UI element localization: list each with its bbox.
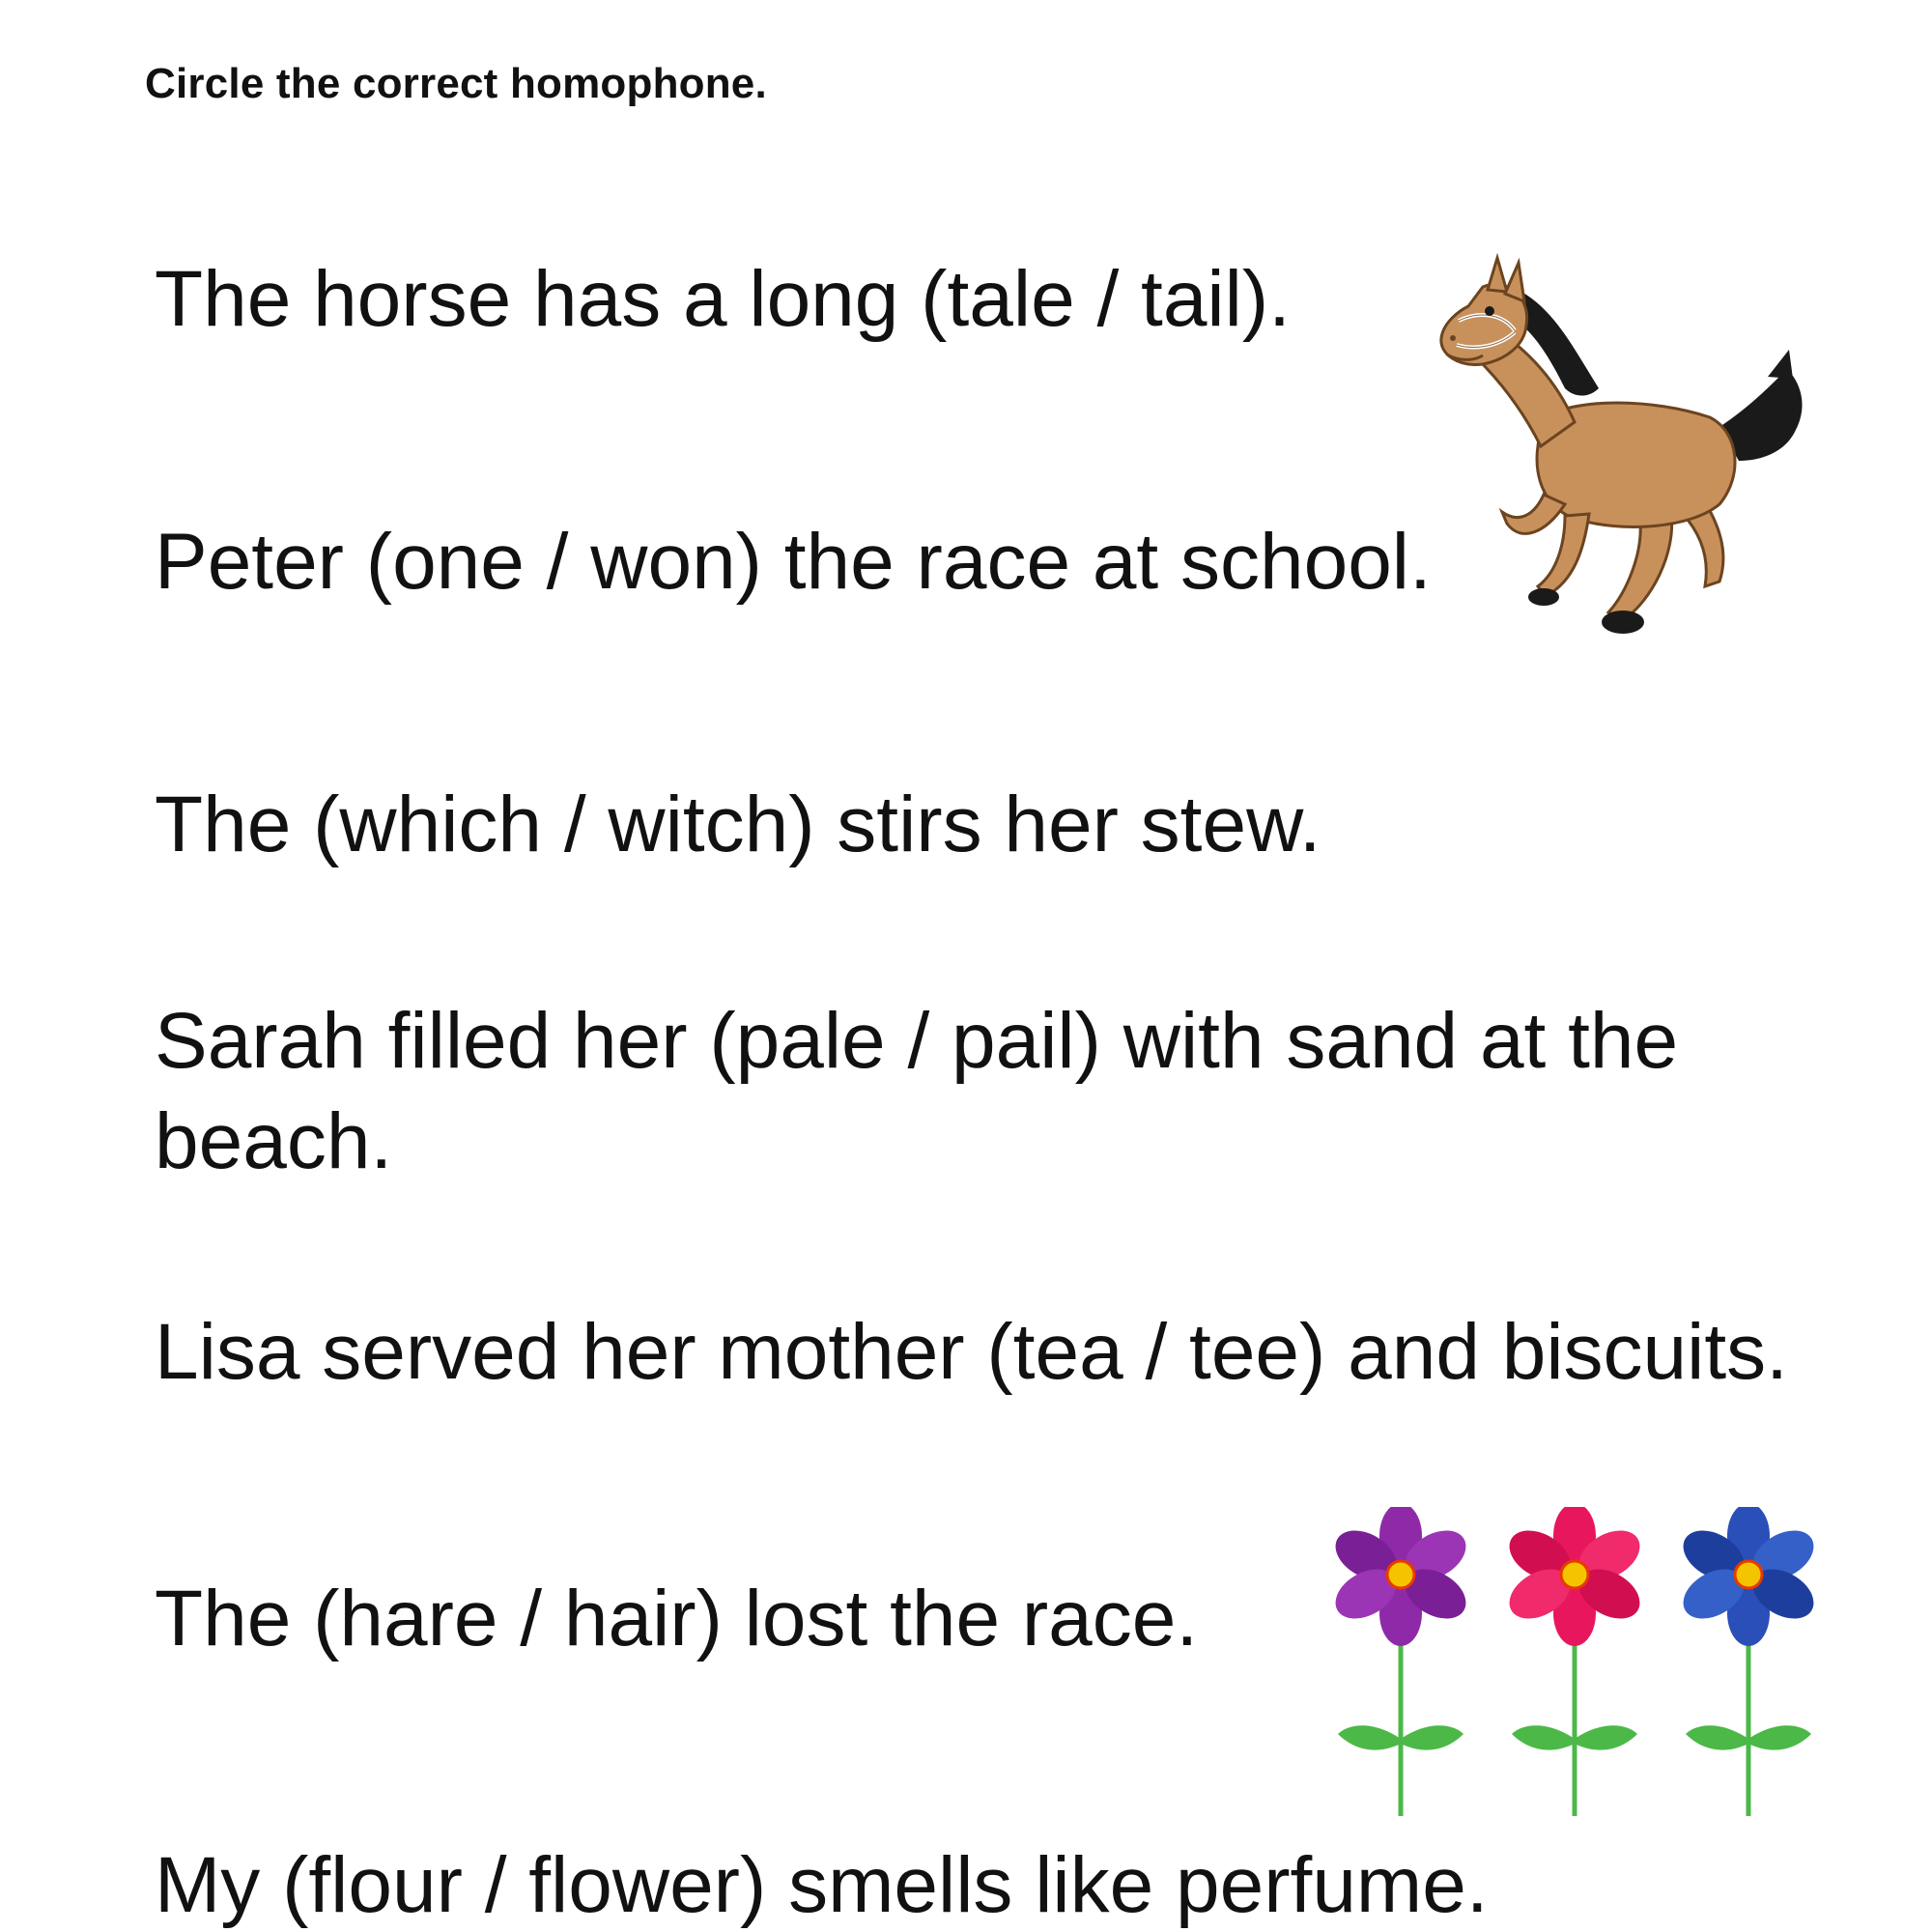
flower-pink xyxy=(1501,1507,1649,1816)
flowers-illustration xyxy=(1323,1507,1826,1826)
sentence-4: Sarah filled her (pale / pail) with sand at the beach. xyxy=(155,997,1679,1185)
instruction-text: Circle the correct homophone. xyxy=(145,60,767,107)
horse-illustration xyxy=(1430,253,1816,649)
sentence-1: The horse has a long (tale / tail). xyxy=(155,255,1291,343)
flower-purple xyxy=(1327,1507,1475,1816)
flower-blue xyxy=(1675,1507,1823,1816)
sentence-2: Peter (one / won) the race at school. xyxy=(155,518,1432,606)
sentence-3: The (which / witch) stirs her stew. xyxy=(155,781,1321,868)
horse-front-leg xyxy=(1502,495,1565,533)
sentence-5: Lisa served her mother (tea / tee) and biscuits. xyxy=(155,1308,1788,1396)
sentence-6: The (hare / hair) lost the race. xyxy=(155,1575,1199,1662)
sentence-7: My (flour / flower) smells like perfume. xyxy=(155,1841,1489,1929)
